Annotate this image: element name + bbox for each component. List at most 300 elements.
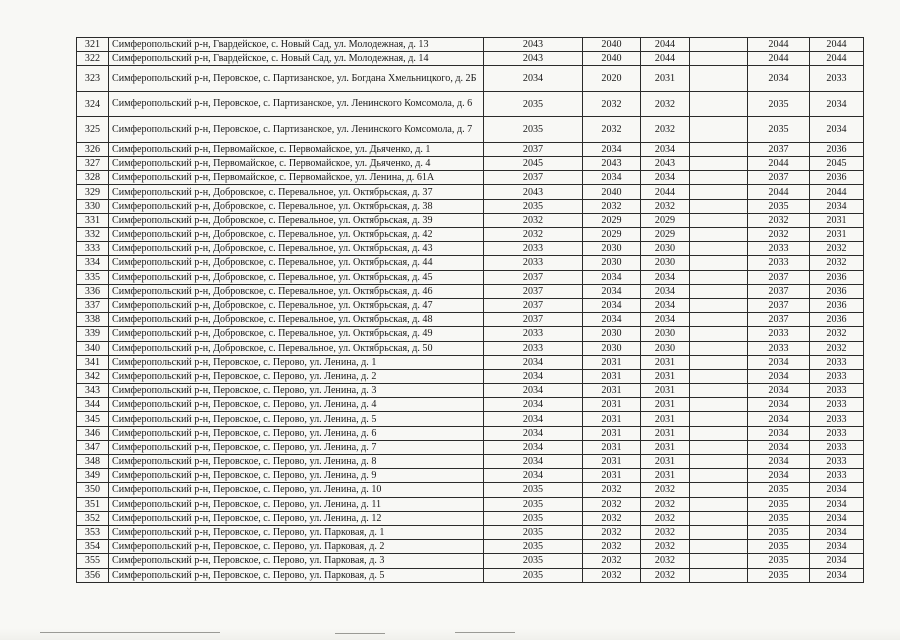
- year-cell: 2029: [641, 228, 690, 242]
- year-cell: 2031: [583, 412, 641, 426]
- empty-cell: [690, 568, 748, 582]
- empty-cell: [690, 469, 748, 483]
- year-cell: 2031: [641, 469, 690, 483]
- year-cell: 2029: [641, 213, 690, 227]
- address-cell: Симферопольский р-н, Перовское, с. Перово, ул. Ленина, д. 3: [109, 384, 484, 398]
- row-number: 351: [77, 497, 109, 511]
- year-cell: 2033: [810, 412, 864, 426]
- year-cell: 2031: [641, 66, 690, 92]
- table-row: [77, 185, 864, 199]
- year-cell: 2034: [748, 455, 810, 469]
- row-number: 329: [77, 185, 109, 199]
- year-cell: 2037: [484, 284, 583, 298]
- table-row: [77, 142, 864, 156]
- year-cell: 2035: [748, 483, 810, 497]
- year-cell: 2033: [810, 66, 864, 92]
- year-cell: 2034: [641, 284, 690, 298]
- year-cell: 2034: [583, 171, 641, 185]
- scan-artifact-line: [455, 632, 515, 633]
- year-cell: 2035: [484, 117, 583, 143]
- year-cell: 2031: [810, 228, 864, 242]
- year-cell: 2033: [810, 369, 864, 383]
- empty-cell: [690, 497, 748, 511]
- year-cell: 2029: [583, 213, 641, 227]
- empty-cell: [690, 38, 748, 52]
- empty-cell: [690, 91, 748, 117]
- empty-cell: [690, 412, 748, 426]
- year-cell: 2034: [810, 91, 864, 117]
- row-number: 348: [77, 455, 109, 469]
- row-number: 332: [77, 228, 109, 242]
- year-cell: 2034: [748, 440, 810, 454]
- year-cell: 2034: [484, 398, 583, 412]
- year-cell: 2035: [748, 511, 810, 525]
- year-cell: 2032: [583, 91, 641, 117]
- year-cell: 2030: [641, 341, 690, 355]
- year-cell: 2029: [583, 228, 641, 242]
- year-cell: 2037: [484, 171, 583, 185]
- row-number: 354: [77, 540, 109, 554]
- year-cell: 2032: [810, 341, 864, 355]
- year-cell: 2031: [583, 469, 641, 483]
- row-number: 352: [77, 511, 109, 525]
- row-number: 349: [77, 469, 109, 483]
- empty-cell: [690, 426, 748, 440]
- empty-cell: [690, 284, 748, 298]
- year-cell: 2035: [748, 91, 810, 117]
- empty-cell: [690, 327, 748, 341]
- year-cell: 2034: [810, 483, 864, 497]
- row-number: 355: [77, 554, 109, 568]
- address-cell: Симферопольский р-н, Добровское, с. Перевальное, ул. Октябрьская, д. 39: [109, 213, 484, 227]
- year-cell: 2034: [810, 117, 864, 143]
- year-cell: 2035: [748, 497, 810, 511]
- year-cell: 2034: [583, 284, 641, 298]
- address-cell: Симферопольский р-н, Перовское, с. Перово, ул. Парковая, д. 1: [109, 525, 484, 539]
- year-cell: 2031: [641, 455, 690, 469]
- address-cell: Симферопольский р-н, Перовское, с. Перово, ул. Ленина, д. 12: [109, 511, 484, 525]
- table-row: [77, 199, 864, 213]
- year-cell: 2033: [748, 242, 810, 256]
- empty-cell: [690, 483, 748, 497]
- empty-cell: [690, 440, 748, 454]
- year-cell: 2034: [641, 298, 690, 312]
- year-cell: 2044: [748, 185, 810, 199]
- table-row: [77, 228, 864, 242]
- year-cell: 2040: [583, 185, 641, 199]
- year-cell: 2035: [484, 497, 583, 511]
- table-row: [77, 213, 864, 227]
- year-cell: 2033: [810, 398, 864, 412]
- address-cell: Симферопольский р-н, Перовское, с. Перово, ул. Парковая, д. 5: [109, 568, 484, 582]
- year-cell: 2032: [641, 554, 690, 568]
- year-cell: 2044: [641, 185, 690, 199]
- year-cell: 2032: [641, 483, 690, 497]
- year-cell: 2044: [810, 52, 864, 66]
- year-cell: 2044: [810, 185, 864, 199]
- year-cell: 2035: [748, 525, 810, 539]
- empty-cell: [690, 341, 748, 355]
- row-number: 347: [77, 440, 109, 454]
- address-cell: Симферопольский р-н, Добровское, с. Перевальное, ул. Октябрьская, д. 49: [109, 327, 484, 341]
- year-cell: 2030: [583, 327, 641, 341]
- year-cell: 2034: [641, 313, 690, 327]
- address-cell: Симферопольский р-н, Перовское, с. Партизанское, ул. Ленинского Комсомола, д. 6: [109, 91, 484, 117]
- empty-cell: [690, 228, 748, 242]
- address-cell: Симферопольский р-н, Гвардейское, с. Новый Сад, ул. Молодежная, д. 14: [109, 52, 484, 66]
- year-cell: 2031: [641, 398, 690, 412]
- year-cell: 2040: [583, 52, 641, 66]
- year-cell: 2037: [484, 142, 583, 156]
- year-cell: 2031: [810, 213, 864, 227]
- year-cell: 2034: [748, 398, 810, 412]
- year-cell: 2032: [810, 327, 864, 341]
- year-cell: 2034: [641, 171, 690, 185]
- year-cell: 2043: [484, 38, 583, 52]
- address-cell: Симферопольский р-н, Перовское, с. Партизанское, ул. Богдана Хмельницкого, д. 2Б: [109, 66, 484, 92]
- row-number: 334: [77, 256, 109, 270]
- row-number: 337: [77, 298, 109, 312]
- year-cell: 2034: [810, 497, 864, 511]
- empty-cell: [690, 540, 748, 554]
- year-cell: 2037: [748, 284, 810, 298]
- year-cell: 2032: [484, 213, 583, 227]
- row-number: 341: [77, 355, 109, 369]
- year-cell: 2032: [641, 525, 690, 539]
- year-cell: 2034: [810, 568, 864, 582]
- year-cell: 2037: [748, 313, 810, 327]
- year-cell: 2034: [748, 412, 810, 426]
- row-number: 343: [77, 384, 109, 398]
- scan-artifact-line: [335, 633, 385, 634]
- table-row: [77, 469, 864, 483]
- year-cell: 2036: [810, 171, 864, 185]
- table-row: [77, 511, 864, 525]
- empty-cell: [690, 142, 748, 156]
- year-cell: 2032: [641, 199, 690, 213]
- table-row: [77, 52, 864, 66]
- year-cell: 2033: [748, 341, 810, 355]
- table-row: [77, 327, 864, 341]
- empty-cell: [690, 355, 748, 369]
- year-cell: 2033: [484, 242, 583, 256]
- year-cell: 2035: [484, 568, 583, 582]
- year-cell: 2035: [748, 117, 810, 143]
- year-cell: 2036: [810, 313, 864, 327]
- year-cell: 2034: [748, 369, 810, 383]
- address-cell: Симферопольский р-н, Добровское, с. Перевальное, ул. Октябрьская, д. 45: [109, 270, 484, 284]
- year-cell: 2036: [810, 284, 864, 298]
- table-row: [77, 455, 864, 469]
- year-cell: 2037: [748, 171, 810, 185]
- table-row: [77, 66, 864, 92]
- empty-cell: [690, 242, 748, 256]
- address-cell: Симферопольский р-н, Добровское, с. Перевальное, ул. Октябрьская, д. 43: [109, 242, 484, 256]
- year-cell: 2033: [748, 256, 810, 270]
- year-cell: 2033: [484, 327, 583, 341]
- year-cell: 2044: [641, 38, 690, 52]
- table-row: [77, 242, 864, 256]
- table-row: [77, 284, 864, 298]
- year-cell: 2034: [810, 540, 864, 554]
- row-number: 327: [77, 157, 109, 171]
- year-cell: 2030: [583, 242, 641, 256]
- year-cell: 2035: [484, 483, 583, 497]
- empty-cell: [690, 554, 748, 568]
- year-cell: 2034: [583, 270, 641, 284]
- year-cell: 2033: [810, 469, 864, 483]
- table-row: [77, 157, 864, 171]
- year-cell: 2037: [484, 270, 583, 284]
- year-cell: 2034: [810, 525, 864, 539]
- address-cell: Симферопольский р-н, Перовское, с. Перово, ул. Ленина, д. 1: [109, 355, 484, 369]
- year-cell: 2034: [484, 384, 583, 398]
- year-cell: 2034: [583, 142, 641, 156]
- year-cell: 2031: [583, 440, 641, 454]
- year-cell: 2032: [484, 228, 583, 242]
- year-cell: 2032: [583, 568, 641, 582]
- empty-cell: [690, 185, 748, 199]
- year-cell: 2032: [641, 497, 690, 511]
- row-number: 324: [77, 91, 109, 117]
- year-cell: 2044: [748, 38, 810, 52]
- year-cell: 2044: [748, 52, 810, 66]
- year-cell: 2034: [484, 426, 583, 440]
- address-cell: Симферопольский р-н, Перовское, с. Партизанское, ул. Ленинского Комсомола, д. 7: [109, 117, 484, 143]
- row-number: 322: [77, 52, 109, 66]
- table-row: [77, 440, 864, 454]
- empty-cell: [690, 117, 748, 143]
- year-cell: 2034: [748, 66, 810, 92]
- empty-cell: [690, 384, 748, 398]
- address-cell: Симферопольский р-н, Первомайское, с. Первомайское, ул. Ленина, д. 61А: [109, 171, 484, 185]
- row-number: 339: [77, 327, 109, 341]
- year-cell: 2031: [583, 398, 641, 412]
- year-cell: 2031: [583, 369, 641, 383]
- row-number: 340: [77, 341, 109, 355]
- row-number: 353: [77, 525, 109, 539]
- table-row: [77, 369, 864, 383]
- year-cell: 2034: [810, 511, 864, 525]
- row-number: 323: [77, 66, 109, 92]
- year-cell: 2032: [583, 483, 641, 497]
- table-row: [77, 554, 864, 568]
- address-cell: Симферопольский р-н, Перовское, с. Перово, ул. Ленина, д. 5: [109, 412, 484, 426]
- row-number: 333: [77, 242, 109, 256]
- year-cell: 2032: [810, 256, 864, 270]
- year-cell: 2032: [748, 228, 810, 242]
- empty-cell: [690, 66, 748, 92]
- empty-cell: [690, 398, 748, 412]
- table-row: [77, 398, 864, 412]
- year-cell: 2043: [484, 52, 583, 66]
- table-row: [77, 298, 864, 312]
- year-cell: 2035: [484, 540, 583, 554]
- empty-cell: [690, 199, 748, 213]
- empty-cell: [690, 157, 748, 171]
- year-cell: 2045: [810, 157, 864, 171]
- empty-cell: [690, 213, 748, 227]
- address-cell: Симферопольский р-н, Гвардейское, с. Новый Сад, ул. Молодежная, д. 13: [109, 38, 484, 52]
- empty-cell: [690, 511, 748, 525]
- address-cell: Симферопольский р-н, Первомайское, с. Первомайское, ул. Дьяченко, д. 4: [109, 157, 484, 171]
- year-cell: 2036: [810, 142, 864, 156]
- address-cell: Симферопольский р-н, Перовское, с. Перово, ул. Ленина, д. 4: [109, 398, 484, 412]
- housing-registry-table: [76, 37, 864, 583]
- year-cell: 2034: [484, 455, 583, 469]
- scan-bottom-edge: [0, 628, 900, 640]
- table-row: [77, 313, 864, 327]
- address-cell: Симферопольский р-н, Добровское, с. Перевальное, ул. Октябрьская, д. 50: [109, 341, 484, 355]
- address-cell: Симферопольский р-н, Перовское, с. Перово, ул. Парковая, д. 3: [109, 554, 484, 568]
- table-row: [77, 426, 864, 440]
- year-cell: 2031: [641, 369, 690, 383]
- table-row: [77, 483, 864, 497]
- year-cell: 2032: [641, 117, 690, 143]
- year-cell: 2032: [583, 540, 641, 554]
- empty-cell: [690, 171, 748, 185]
- address-cell: Симферопольский р-н, Добровское, с. Перевальное, ул. Октябрьская, д. 37: [109, 185, 484, 199]
- year-cell: 2034: [810, 199, 864, 213]
- year-cell: 2034: [641, 270, 690, 284]
- year-cell: 2032: [641, 568, 690, 582]
- row-number: 336: [77, 284, 109, 298]
- year-cell: 2035: [484, 511, 583, 525]
- row-number: 346: [77, 426, 109, 440]
- address-cell: Симферопольский р-н, Перовское, с. Перово, ул. Ленина, д. 10: [109, 483, 484, 497]
- year-cell: 2037: [484, 313, 583, 327]
- address-cell: Симферопольский р-н, Добровское, с. Перевальное, ул. Октябрьская, д. 44: [109, 256, 484, 270]
- year-cell: 2031: [583, 384, 641, 398]
- year-cell: 2030: [583, 341, 641, 355]
- year-cell: 2037: [484, 298, 583, 312]
- empty-cell: [690, 52, 748, 66]
- address-cell: Симферопольский р-н, Добровское, с. Перевальное, ул. Октябрьская, д. 38: [109, 199, 484, 213]
- year-cell: 2033: [810, 384, 864, 398]
- year-cell: 2032: [583, 497, 641, 511]
- address-cell: Симферопольский р-н, Перовское, с. Перово, ул. Ленина, д. 7: [109, 440, 484, 454]
- row-number: 335: [77, 270, 109, 284]
- table-row: [77, 497, 864, 511]
- year-cell: 2031: [641, 426, 690, 440]
- year-cell: 2020: [583, 66, 641, 92]
- year-cell: 2031: [641, 384, 690, 398]
- row-number: 321: [77, 38, 109, 52]
- address-cell: Симферопольский р-н, Перовское, с. Перово, ул. Ленина, д. 8: [109, 455, 484, 469]
- year-cell: 2035: [484, 554, 583, 568]
- year-cell: 2035: [484, 199, 583, 213]
- year-cell: 2034: [748, 355, 810, 369]
- year-cell: 2043: [583, 157, 641, 171]
- table-row: [77, 171, 864, 185]
- table-row: [77, 540, 864, 554]
- year-cell: 2030: [583, 256, 641, 270]
- empty-cell: [690, 369, 748, 383]
- year-cell: 2032: [583, 525, 641, 539]
- table-row: [77, 525, 864, 539]
- row-number: 331: [77, 213, 109, 227]
- table-row: [77, 341, 864, 355]
- empty-cell: [690, 298, 748, 312]
- row-number: 326: [77, 142, 109, 156]
- year-cell: 2034: [484, 355, 583, 369]
- row-number: 350: [77, 483, 109, 497]
- year-cell: 2040: [583, 38, 641, 52]
- address-cell: Симферопольский р-н, Добровское, с. Перевальное, ул. Октябрьская, д. 46: [109, 284, 484, 298]
- year-cell: 2032: [748, 213, 810, 227]
- year-cell: 2031: [583, 355, 641, 369]
- year-cell: 2032: [583, 511, 641, 525]
- table-row: [77, 91, 864, 117]
- year-cell: 2033: [810, 455, 864, 469]
- year-cell: 2032: [583, 117, 641, 143]
- row-number: 338: [77, 313, 109, 327]
- year-cell: 2037: [748, 270, 810, 284]
- year-cell: 2031: [583, 426, 641, 440]
- year-cell: 2032: [810, 242, 864, 256]
- table-row: [77, 256, 864, 270]
- year-cell: 2032: [583, 554, 641, 568]
- year-cell: 2033: [484, 341, 583, 355]
- year-cell: 2036: [810, 298, 864, 312]
- address-cell: Симферопольский р-н, Перовское, с. Перово, ул. Ленина, д. 9: [109, 469, 484, 483]
- year-cell: 2034: [583, 298, 641, 312]
- year-cell: 2034: [484, 440, 583, 454]
- year-cell: 2044: [748, 157, 810, 171]
- year-cell: 2034: [810, 554, 864, 568]
- year-cell: 2035: [748, 540, 810, 554]
- table-body: [77, 38, 864, 583]
- table-row: [77, 412, 864, 426]
- year-cell: 2036: [810, 270, 864, 284]
- row-number: 344: [77, 398, 109, 412]
- row-number: 328: [77, 171, 109, 185]
- year-cell: 2034: [748, 384, 810, 398]
- address-cell: Симферопольский р-н, Добровское, с. Перевальное, ул. Октябрьская, д. 47: [109, 298, 484, 312]
- table-row: [77, 355, 864, 369]
- year-cell: 2034: [484, 412, 583, 426]
- year-cell: 2035: [484, 525, 583, 539]
- year-cell: 2043: [484, 185, 583, 199]
- year-cell: 2034: [641, 142, 690, 156]
- address-cell: Симферопольский р-н, Перовское, с. Перово, ул. Ленина, д. 2: [109, 369, 484, 383]
- year-cell: 2034: [748, 469, 810, 483]
- address-cell: Симферопольский р-н, Перовское, с. Перово, ул. Ленина, д. 6: [109, 426, 484, 440]
- year-cell: 2033: [484, 256, 583, 270]
- year-cell: 2035: [484, 91, 583, 117]
- year-cell: 2035: [748, 568, 810, 582]
- year-cell: 2030: [641, 256, 690, 270]
- row-number: 330: [77, 199, 109, 213]
- row-number: 356: [77, 568, 109, 582]
- year-cell: 2034: [583, 313, 641, 327]
- year-cell: 2030: [641, 242, 690, 256]
- row-number: 325: [77, 117, 109, 143]
- year-cell: 2035: [748, 554, 810, 568]
- year-cell: 2032: [641, 91, 690, 117]
- table-row: [77, 270, 864, 284]
- scan-artifact-line: [40, 632, 220, 633]
- year-cell: 2033: [748, 327, 810, 341]
- empty-cell: [690, 270, 748, 284]
- year-cell: 2031: [583, 455, 641, 469]
- year-cell: 2033: [810, 355, 864, 369]
- address-cell: Симферопольский р-н, Первомайское, с. Первомайское, ул. Дьяченко, д. 1: [109, 142, 484, 156]
- table-row: [77, 117, 864, 143]
- empty-cell: [690, 313, 748, 327]
- table-row: [77, 38, 864, 52]
- year-cell: 2032: [641, 540, 690, 554]
